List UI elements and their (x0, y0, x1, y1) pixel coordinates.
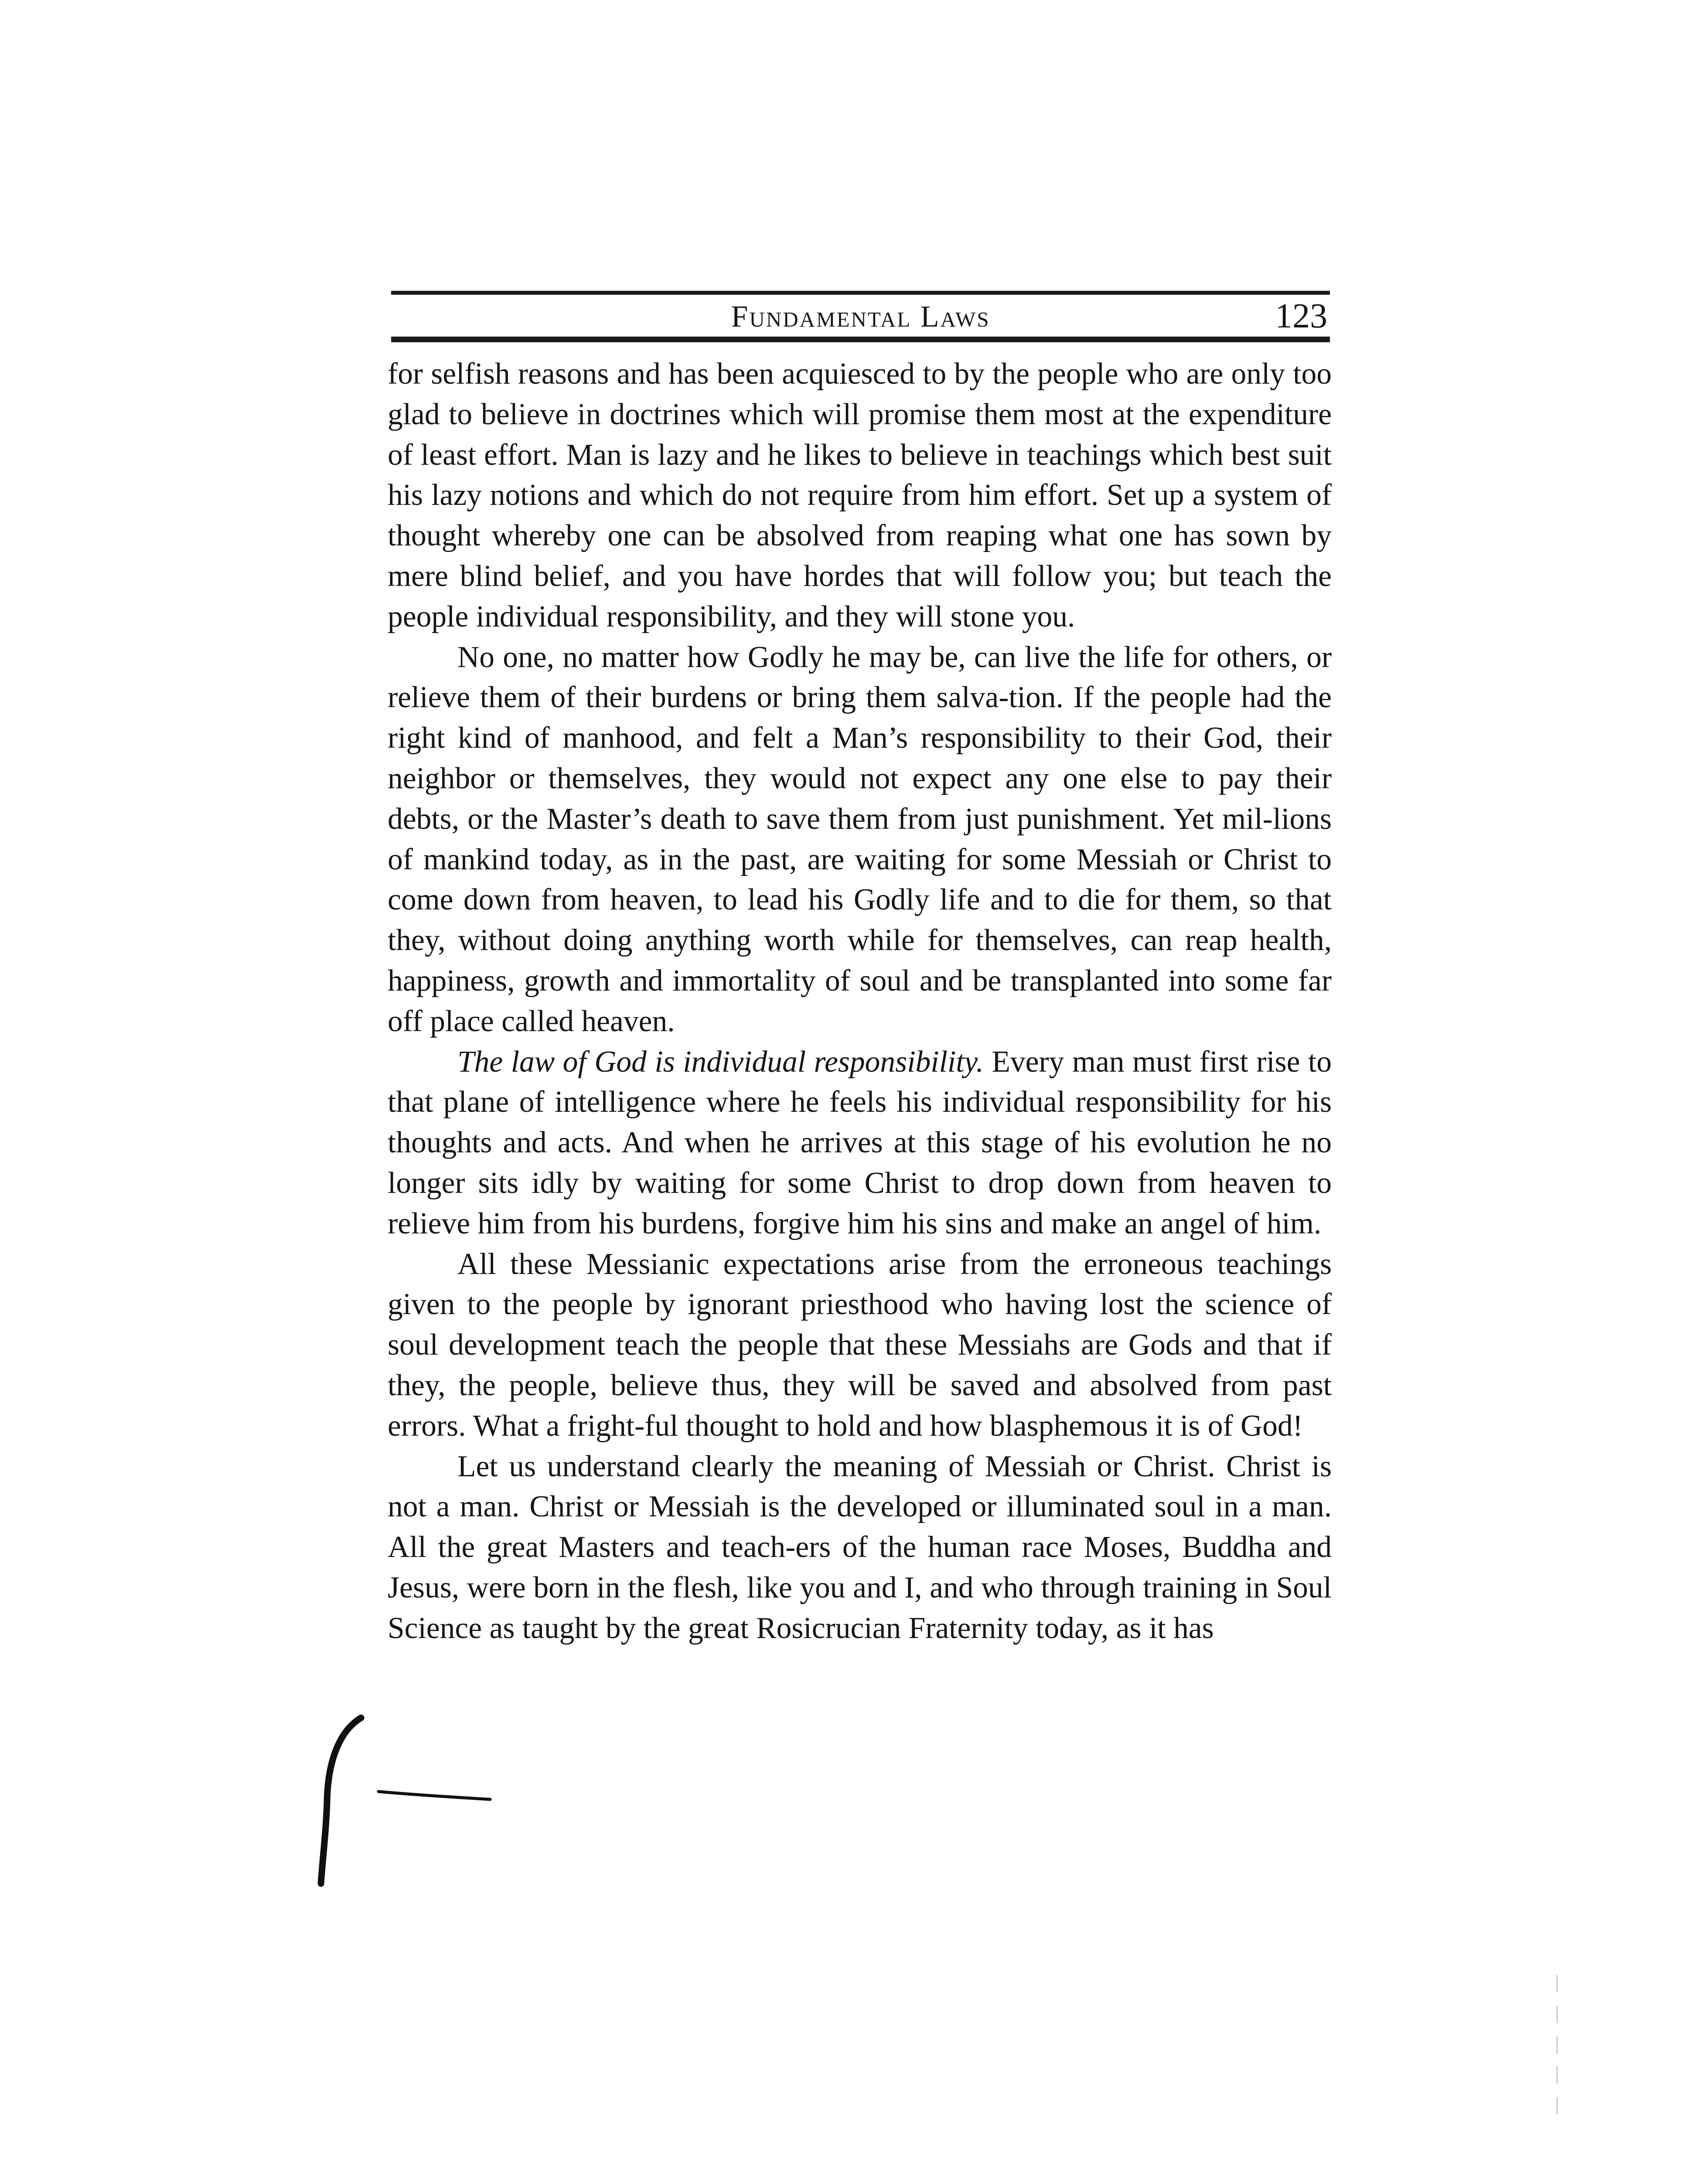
handwritten-margin-mark (305, 1713, 366, 1888)
scan-edge-mark (1555, 1975, 1560, 2115)
header-top-rule (391, 291, 1330, 295)
paragraph: All these Messianic expectations arise from the erroneous teachings given to the people by ignorant priesthood who having lost the science of soul development teach the people that these Messiahs are Gods and that if they, the people, believe thus, they will be saved and absolved from past errors. What a fright-ful thought to hold and how blasphemous it is of God! (388, 1247, 1332, 1443)
paragraph: for selfish reasons and has been acquiesced to by the people who are only too glad to believe in doctrines which will promise them most at the expenditure of least effort. Man is lazy and he likes to believe in teachings which best suit his lazy notions and which do not require from him effort. Set up a system of thought whereby one can be absolved from reaping what one has sown by mere blind belief, and you have hordes that will follow you; but teach the people individual responsibility, and they will stone you. (388, 357, 1332, 634)
paragraph: No one, no matter how Godly he may be, can live the life for others, or relieve them of their burdens or bring them salva-tion. If the people had the right kind of manhood, and felt a Man’s responsibility to their God, their neighbor or themselves, they would not expect any one else to pay their debts, or the Master’s death to save them from just punishment. Yet mil-lions of mankind today, as in the past, are waiting for some Messiah or Christ to come down from heaven, to lead his Godly life and to die for them, so that they, without doing anything worth while for themselves, can reap health, happiness, growth and immortality of soul and be transplanted into some far off place called heaven. (388, 640, 1332, 1038)
page-number: 123 (1275, 297, 1327, 335)
body-text (388, 354, 1332, 1649)
paragraph (388, 1042, 1332, 1244)
emphasized-statement: The law of God is individual responsibility. (457, 1045, 984, 1079)
running-title: Fundamental Laws (731, 300, 990, 334)
paragraph: Let us understand clearly the meaning of Messiah or Christ. Christ is not a man. Christ or Messiah is the developed or illuminated soul in a man. All the great Masters and teach-ers of the human race Moses, Buddha and Jesus, were born in the flesh, like you and I, and who through training in Soul Science as taught by the great Rosicrucian Fraternity today, as it has (388, 1449, 1332, 1645)
paragraph-text: Every man must first rise to that plane of intelligence where he feels his individual responsibility for his thoughts and acts. And when he arrives at this stage of his evolution he no longer sits idly by waiting for some Christ to drop down from heaven to relieve him from his burdens, forgive him his sins and make an angel of him. (388, 1045, 1332, 1240)
running-header (391, 295, 1330, 338)
header-bottom-rule (391, 337, 1330, 342)
handwritten-underline-mark (376, 1787, 494, 1803)
